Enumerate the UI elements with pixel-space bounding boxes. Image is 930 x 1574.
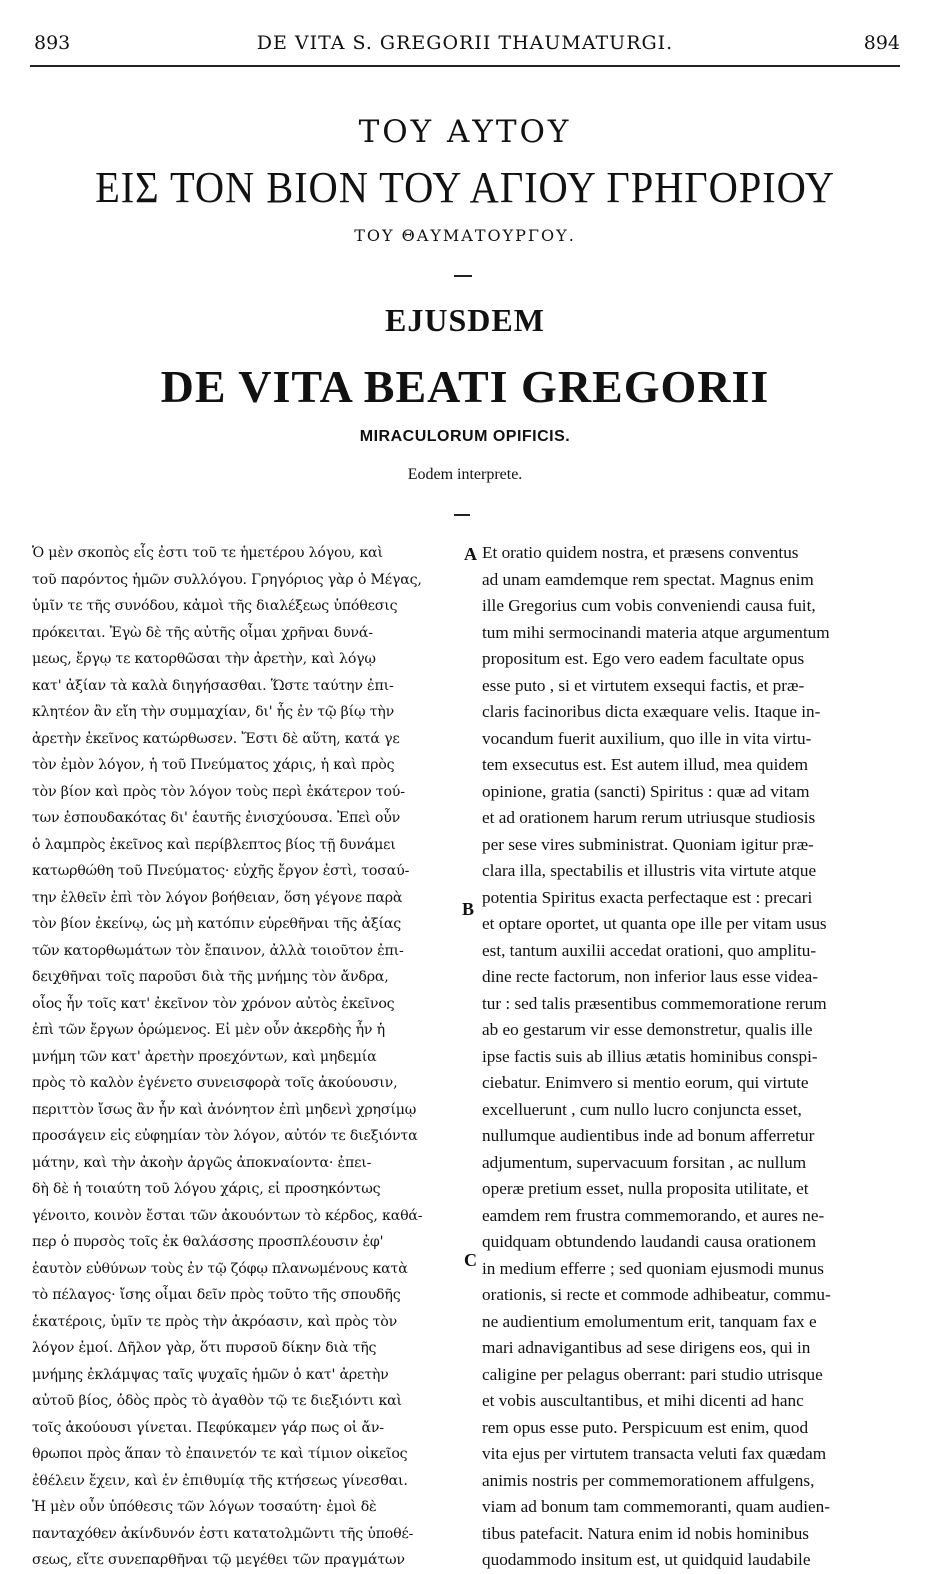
latin-text-line: caligine per pelagus oberrant: pari studio utrisque — [482, 1364, 823, 1384]
latin-text-line: ciebatur. Enimvero si mentio eorum, qui virtute — [482, 1073, 809, 1092]
greek-text-line: τὸν ἐμὸν λόγον, ἡ τοῦ Πνεύματος χάρις, ἡ καὶ πρὸς — [32, 757, 395, 773]
margin-marker-c: C — [464, 1250, 477, 1270]
latin-text-line: vocandum fuerit auxilium, quo ille in vita virtu- — [482, 728, 812, 748]
greek-text-line: δὴ δὲ ἡ τοιαύτη τοῦ λόγου χάρις, εἰ προσηκόντως — [32, 1181, 381, 1197]
latin-text-line: excelluerunt , cum nullo lucro conjuncta esset, — [482, 1099, 802, 1119]
latin-text-line: esse puto , si et virtutem exsequi factis, et præ- — [482, 675, 805, 695]
latin-text-line: ab eo gestarum vir esse demonstretur, qualis ille — [482, 1020, 813, 1039]
greek-text-line: περιττὸν ἴσως ἂν ἦν καὶ ἀνόνητον ἐπὶ μηδενὶ χρησίμῳ — [32, 1101, 417, 1118]
greek-text-line: θρωποι πρὸς ἅπαν τὸ ἐπαινετόν τε καὶ τίμιον οἰκεῖος — [32, 1446, 408, 1462]
latin-text-line: tum mihi sermocinandi materia atque argumentum — [482, 622, 830, 642]
latin-text-line: ad unam eamdemque rem spectat. Magnus enim — [482, 569, 814, 589]
latin-text-line: propositum est. Ego vero eadem facultate opus — [482, 649, 805, 668]
latin-text-line: et vobis auscultantibus, et mihi dicenti ad hanc — [482, 1391, 804, 1410]
greek-text-line: ἑαυτὸν εὐθύνων τοὺς ἐν τῷ ζόφῳ πλανωμένους κατὰ — [32, 1260, 408, 1277]
latin-text-line: ne audientium emolumentum erit, tanquam fax e — [482, 1311, 817, 1331]
body-separator-dash — [454, 514, 470, 516]
greek-heading-line1: ΤΟΥ ΑΥΤΟΥ — [358, 114, 572, 150]
heading-separator-dash — [454, 275, 472, 277]
interpreter-note: Eodem interprete. — [407, 466, 523, 483]
latin-text-line: quidquam obtundendo laudandi causa orationem — [482, 1232, 817, 1251]
greek-text-line: κατ' ἀξίαν τὰ καλὰ διηγήσασθαι. Ὥστε ταύτην ἐπι- — [32, 677, 394, 694]
latin-text-column — [482, 540, 902, 1574]
latin-text-line: est, tantum auxilii accedat orationi, quo amplitu- — [482, 940, 817, 960]
latin-text-line: ipse factis suis ab illius ætatis hominibus conspi- — [482, 1046, 818, 1066]
greek-text-line: περ ὁ πυρσὸς τοῖς ἐκ θαλάσσης προσπλέουσιν ἐφ' — [32, 1234, 384, 1250]
latin-heading-title: DE VITA BEATI GREGORII — [160, 361, 770, 412]
greek-text-line: ἐπὶ τῶν ἔργων ὁρώμενος. Εἰ μὲν οὖν ἀκερδὴς ἦν ἡ — [32, 1022, 385, 1038]
greek-text-line: μάτην, καὶ τὴν ἀκοὴν ἀργῶς ἀποκναίοντα· ἐπει- — [32, 1154, 372, 1171]
margin-marker-b: B — [462, 899, 475, 919]
latin-text-line: adjumentum, supervacuum forsitan , ac nullum — [482, 1152, 807, 1172]
latin-text-line: eamdem rem frustra commemorando, et aures ne- — [482, 1205, 825, 1225]
greek-text-line: τοῖς ἀκούουσι γίνεται. Πεφύκαμεν γάρ πως οἱ ἄν- — [32, 1419, 384, 1436]
margin-marker-a: A — [464, 544, 477, 564]
greek-text-line: πρόκειται. Ἐγὼ δὲ τῆς αὐτῆς οἶμαι χρῆναι δυνά- — [32, 624, 373, 641]
greek-text-line: Ὁ μὲν σκοπὸς εἷς ἐστι τοῦ τε ἡμετέρου λόγου, καὶ — [32, 545, 383, 561]
greek-text-line: μεως, ἔργῳ τε κατορθῶσαι τὴν ἀρετὴν, καὶ λόγῳ — [32, 651, 376, 667]
greek-text-line: λόγον ἐμοί. Δῆλον γὰρ, ὅτι πυρσοῦ δίκην διὰ τῆς — [32, 1340, 377, 1356]
latin-heading-line1: EJUSDEM — [385, 302, 545, 338]
greek-text-line: Ἡ μὲν οὖν ὑπόθεσις τῶν λόγων τοσαύτη· ἐμοὶ δὲ — [32, 1499, 377, 1515]
latin-text-line: mari adnavigantibus ad sese dirigens eos, qui in — [482, 1338, 811, 1357]
running-title: DE VITA S. GREGORII THAUMATURGI. — [256, 32, 674, 54]
greek-text-line: ἐθέλειν ἔχειν, καὶ ἐν ἐπιθυμίᾳ τῆς κτήσεως γίνεσθαι. — [32, 1472, 408, 1489]
latin-text-line: viam ad bonum tam commemoranti, quam audien- — [482, 1497, 830, 1516]
greek-text-line: κλητέον ἂν εἴη τὴν συμμαχίαν, δι' ἧς ἐν τῷ βίῳ τὴν — [32, 704, 395, 720]
latin-text-line: per sese vires subministrat. Quoniam igitur præ- — [482, 834, 814, 854]
greek-text-line: αὐτοῦ βίος, ὁδὸς πρὸς τὸ ἀγαθὸν τῷ τε διεξιόντι καὶ — [32, 1393, 402, 1409]
latin-text-line: animis nostris per commemorationem affulgens, — [482, 1470, 815, 1490]
latin-text-line: rem opus esse puto. Perspicuum est enim, quod — [482, 1417, 809, 1437]
greek-text-line: την ἐλθεῖν ἐπὶ τὸν λόγον βοήθειαν, ὅση γέγονε παρὰ — [32, 889, 403, 906]
latin-text-line: claris facinoribus dicta exæquare velis. Itaque in- — [482, 702, 821, 721]
greek-text-column — [32, 540, 460, 1574]
latin-text-line: clara illa, spectabilis et illustris vita virtute atque — [482, 861, 817, 880]
greek-text-line: πρὸς τὸ καλὸν ἐγένετο συνεισφορὰ τοῖς ἀκούουσιν, — [32, 1075, 398, 1091]
right-page-number: 894 — [863, 32, 900, 54]
greek-text-line: ὑμῖν τε τῆς συνόδου, κἀμοὶ τῆς διαλέξεως ὑπόθεσις — [32, 598, 398, 614]
latin-text-line: quodammodo insitum est, ut quidquid laudabile — [482, 1550, 811, 1569]
greek-heading-subtitle: ΤΟΥ ΘΑΥΜΑΤΟΥΡΓΟΥ. — [354, 226, 576, 245]
greek-text-line: οἷος ἦν τοῖς κατ' ἐκεῖνον τὸν χρόνον αὐτὸς ἐκεῖνος — [32, 995, 395, 1012]
greek-text-line: γένοιτο, κοινὸν ἔσται τῶν ἀκουόντων τὸ κέρδος, καθά- — [32, 1207, 423, 1224]
latin-text-line: et ad orationem harum rerum utriusque studiosis — [482, 808, 816, 827]
greek-text-line: πανταχόθεν ἀκίνδυνόν ἐστι κατατολμῶντι τῆς ὑποθέ- — [32, 1525, 414, 1542]
latin-text-line: potentia Spiritus exacta perfectaque est : precari — [482, 887, 813, 907]
greek-text-line: δειχθῆναι τοῖς παροῦσι διὰ τῆς μνήμης τὸν ἄνδρα, — [32, 969, 389, 985]
header-rule — [30, 65, 900, 67]
latin-text-line: tem exsecutus est. Est autem illud, mea quidem — [482, 755, 809, 774]
greek-text-line: μνήμη τῶν κατ' ἀρετὴν προεχόντων, καὶ μηδεμία — [32, 1048, 377, 1065]
running-head — [0, 32, 930, 58]
latin-heading-subtitle: MIRACULORUM OPIFICIS. — [359, 428, 571, 445]
greek-text-line: τοῦ παρόντος ἡμῶν συλλόγου. Γρηγόριος γὰρ ὁ Μέγας, — [32, 571, 422, 588]
greek-text-line: σεως, εἴτε συνεπαρθῆναι τῷ μεγέθει τῶν πραγμάτων — [32, 1552, 405, 1568]
latin-text-line: ille Gregorius cum vobis conveniendi causa fuit, — [482, 596, 816, 615]
greek-text-line: μνήμης ἐκλάμψας ταῖς ψυχαῖς ἡμῶν ὁ κατ' ἀρετὴν — [32, 1366, 389, 1383]
latin-text-line: orationis, si recte et commode adhibeatur, commu- — [482, 1285, 831, 1304]
latin-text-line: tibus patefacit. Natura enim id nobis hominibus — [482, 1523, 809, 1543]
greek-text-line: τὸ πέλαγος· ἴσης οἶμαι δεῖν πρὸς τοῦτο τῆς σπουδῆς — [32, 1287, 401, 1303]
greek-text-line: των ἐσπουδακότας δι' ἑαυτῆς ἐνισχύουσα. Ἐπεὶ οὖν — [32, 810, 401, 826]
greek-text-line: τῶν κατορθωμάτων τὸν ἔπαινον, ἀλλὰ τοιοῦτον ἐπι- — [32, 942, 404, 959]
latin-text-line: dine recte factorum, non inferior laus esse videa- — [482, 967, 818, 986]
latin-text-line: vita ejus per virtutem transacta veluti fax quædam — [482, 1444, 827, 1463]
latin-text-line: tur : sed talis præsentibus commemoratione rerum — [482, 993, 827, 1013]
latin-text-line: nullumque audientibus inde ad bonum afferretur — [482, 1126, 815, 1145]
latin-text-line: et optare oportet, ut quanta ope ille per vitam usus — [482, 914, 827, 933]
latin-text-line: operæ pretium esset, nulla proposita utilitate, et — [482, 1179, 809, 1198]
latin-text-line: in medium efferre ; sed quoniam ejusmodi munus — [482, 1258, 824, 1278]
latin-text-line: Et oratio quidem nostra, et præsens conventus — [482, 543, 799, 562]
greek-text-line: ὁ λαμπρὸς ἐκεῖνος καὶ περίβλεπτος βίος τῇ δυνάμει — [32, 836, 396, 853]
latin-text-line: opinione, gratia (sancti) Spiritus : quæ ad vitam — [482, 781, 810, 801]
greek-text-line: προσάγειν εἰς εὐφημίαν τὸν λόγον, αὐτόν τε διεξιόντα — [32, 1128, 418, 1144]
greek-text-line: τὸν βίον καὶ πρὸς τὸν λόγον τοὺς περὶ ἑκάτερον τού- — [32, 783, 405, 800]
greek-text-line: τὸν βίον ἐκείνῳ, ὡς μὴ κατόπιν εὑρεθῆναι τῆς ἀξίας — [32, 916, 401, 932]
greek-heading-title: ΕΙΣ ΤΟΝ ΒΙΟΝ ΤΟΥ ΑΓΙΟΥ ΓΡΗΓΟΡΙΟΥ — [95, 163, 835, 212]
greek-text-line: ἑκατέροις, ὑμῖν τε πρὸς τὴν ἀκρόασιν, καὶ πρὸς τὸν — [32, 1313, 398, 1330]
greek-text-line: κατωρθώθη τοῦ Πνεύματος· εὐχῆς ἔργον ἐστὶ, τοσαύ- — [32, 863, 410, 879]
greek-text-line: ἀρετὴν ἐκεῖνος κατώρθωσεν. Ἔστι δὲ αὕτη, κατά γε — [32, 730, 400, 747]
left-page-number: 893 — [34, 32, 71, 54]
